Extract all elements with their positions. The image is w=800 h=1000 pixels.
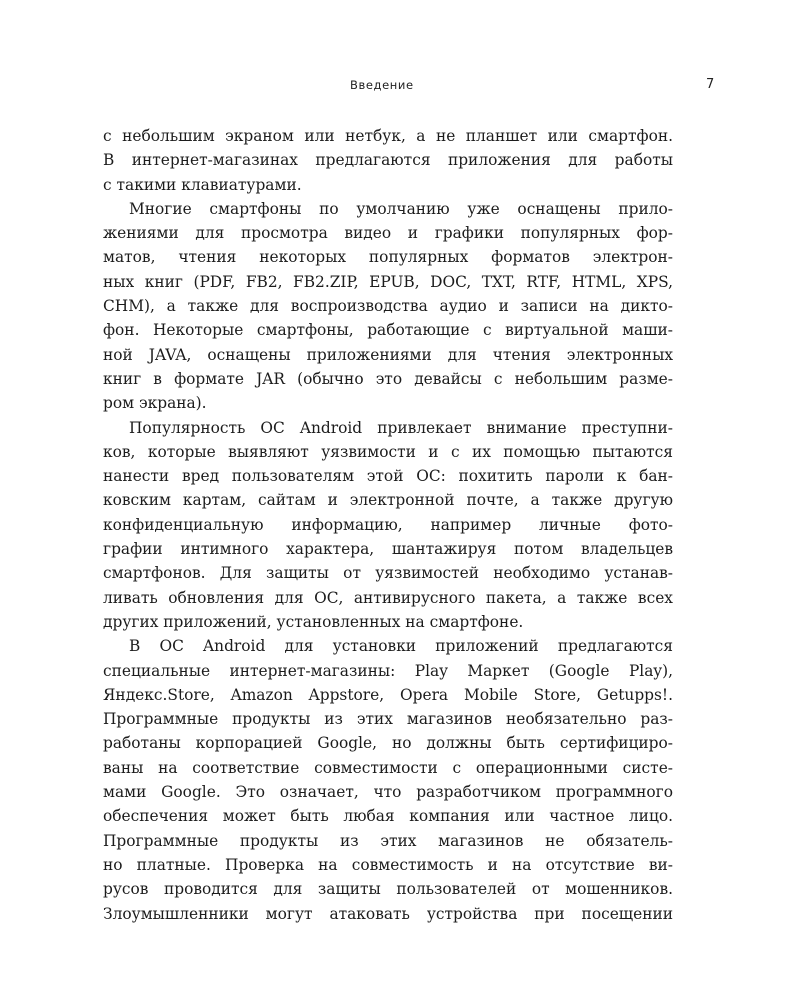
text-line: жениями для просмотра видео и графики популярных фор- [103,224,673,243]
text-line: Яндекс.Store, Amazon Appstore, Opera Mobile Store, Getupps!. [103,685,673,704]
text-line: но платные. Проверка на совместимость и на отсутствие ви- [103,855,673,874]
text-line: ных книг (PDF, FB2, FB2.ZIP, EPUB, DOC, TXT, RTF, HTML, XPS, [103,272,673,291]
text-line: Программные продукты из этих магазинов необязательно раз- [103,710,673,729]
text-line: книг в формате JAR (обычно это девайсы с небольшим разме- [103,369,673,388]
text-line: работаны корпорацией Google, но должны быть сертифициро- [103,734,673,753]
text-line: Популярность ОС Android привлекает внимание преступни- [129,418,673,437]
paragraph [103,634,673,926]
text-line: ваны на соответствие совместимости с операционными систе- [103,758,673,777]
text-line: с небольшим экраном или нетбук, а не планшет или смартфон. [103,127,673,145]
text-line: русов проводится для защиты пользователей от мошенников. [103,880,673,899]
text-line: конфиденциальную информацию, например личные фото- [103,515,673,534]
text-line: CHM), а также для воспроизводства аудио и записи на дикто- [103,297,673,316]
text-line: других приложений, установленных на смартфоне. [103,612,524,631]
text-line: ной JAVA, оснащены приложениями для чтения электронных [103,345,673,364]
text-line: В ОС Android для установки приложений предлагаются [129,637,673,656]
text-line: специальные интернет-магазины: Play Маркет (Google Play), [103,661,673,680]
text-line: ков, которые выявляют уязвимости и с их помощью пытаются [103,442,673,461]
text-line: с такими клавиатурами. [103,175,302,194]
text-line: графии интимного характера, шантажируя потом владельцев [103,540,673,559]
text-line: фон. Некоторые смартфоны, работающие с виртуальной маши- [103,321,673,340]
paragraph [103,416,673,635]
text-line: Злоумышленники могут атаковать устройства при посещении [103,904,673,923]
text-line: Многие смартфоны по умолчанию уже оснащены прило- [129,199,673,218]
chapter-title: Введение [350,78,414,92]
text-line: нанести вред пользователям этой ОС: похитить пароли к бан- [103,467,673,486]
text-line: ковским картам, сайтам и электронной почте, а также другую [103,491,673,510]
page-number: 7 [706,77,715,92]
body-text [103,124,673,926]
text-line: ром экрана). [103,394,207,413]
text-line: В интернет-магазинах предлагаются приложения для работы [103,151,673,170]
text-line: Программные продукты из этих магазинов не обязатель- [103,831,673,850]
running-header [0,78,800,98]
paragraph [103,124,673,197]
text-line: смартфонов. Для защиты от уязвимостей необходимо устанав- [103,564,673,583]
text-line: обеспечения может быть любая компания или частное лицо. [103,807,673,826]
paragraph [103,197,673,416]
text-line: матов, чтения некоторых популярных форматов электрон- [103,248,673,267]
text-line: ливать обновления для ОС, антивирусного пакета, а также всех [103,588,673,607]
text-line: мами Google. Это означает, что разработчиком программного [103,783,673,802]
